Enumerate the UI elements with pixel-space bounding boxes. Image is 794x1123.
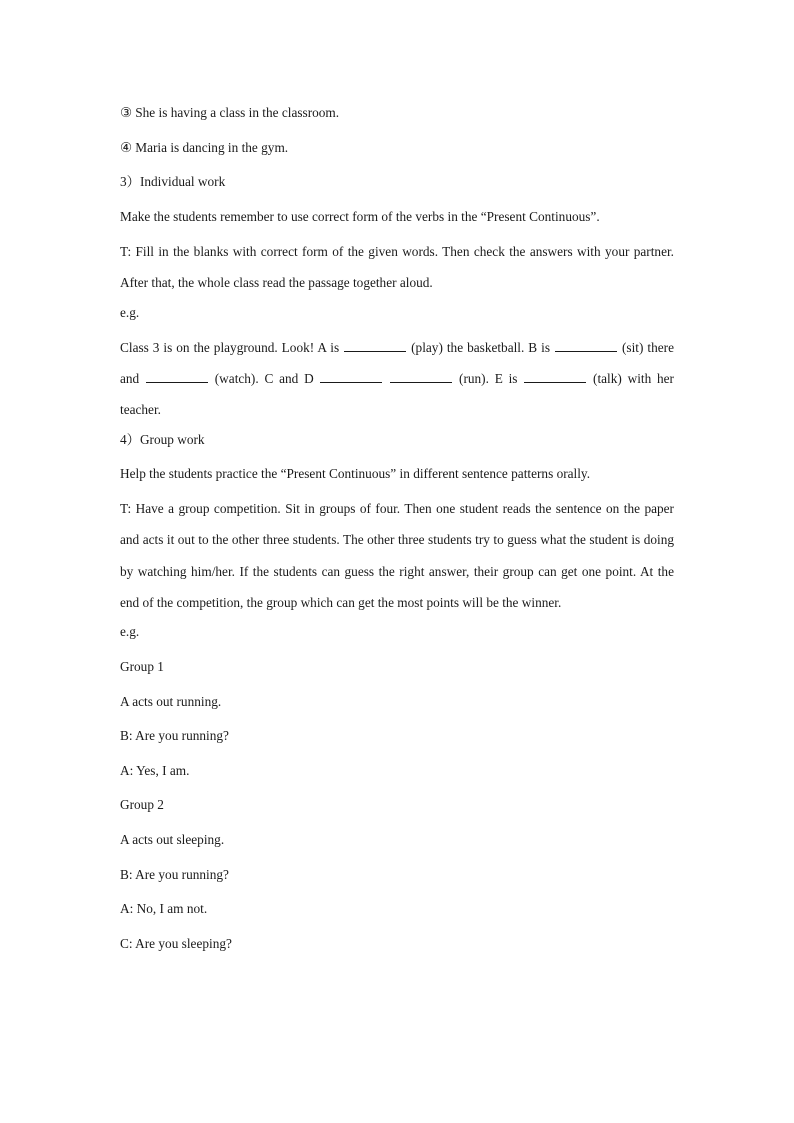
exercise-text: (watch). C and D bbox=[208, 370, 320, 386]
section-heading-group-work: 4）Group work bbox=[120, 431, 205, 447]
dialogue-line: A: No, I am not. bbox=[120, 901, 208, 917]
exercise-text: (play) the basketball. B is bbox=[407, 339, 555, 355]
group-1-title: Group 1 bbox=[120, 658, 164, 674]
dialogue-line: B: Are you running? bbox=[120, 866, 229, 882]
exercise-text: (run). E is bbox=[453, 370, 524, 386]
individual-work-aim: Make the students remember to use correct form of the verbs in the “Present Continuous”. bbox=[120, 208, 600, 224]
section-heading-individual-work: 3）Individual work bbox=[120, 174, 226, 190]
individual-work-instruction: T: Fill in the blanks with correct form of the given words. Then check the answers with your partner. After that, the whole class read the passage together aloud. bbox=[120, 243, 674, 290]
group-work-instruction: T: Have a group competition. Sit in groups of four. Then one student reads the sentence on the paper and acts it out to the other three students. The other three students try to guess what the student is doing by watching him/her. If the students can guess the right answer, their group can get one point. At the end of the competition, the group which can get the most points will be the winner. bbox=[120, 501, 674, 610]
dialogue-line: B: Are you running? bbox=[120, 728, 229, 744]
list-item-3: ③ She is having a class in the classroom. bbox=[120, 105, 340, 120]
answer-blank bbox=[524, 370, 586, 383]
exercise-text: (sit) there and bbox=[120, 339, 674, 386]
group-work-aim: Help the students practice the “Present Continuous” in different sentence patterns orally. bbox=[120, 466, 591, 482]
answer-blank bbox=[146, 370, 208, 383]
answer-blank bbox=[390, 370, 452, 383]
answer-blank bbox=[344, 339, 406, 352]
dialogue-line: A acts out running. bbox=[120, 693, 222, 709]
eg-label: e.g. bbox=[120, 304, 140, 320]
answer-blank bbox=[555, 339, 617, 352]
page-content bbox=[120, 102, 674, 967]
fill-in-exercise bbox=[120, 332, 674, 426]
dialogue-line: A: Yes, I am. bbox=[120, 762, 190, 778]
exercise-text: Class 3 is on the playground. Look! A is bbox=[120, 339, 344, 355]
answer-blank bbox=[320, 370, 382, 383]
eg-label: e.g. bbox=[120, 624, 140, 640]
group-2-title: Group 2 bbox=[120, 797, 164, 813]
exercise-text: (talk) with her teacher. bbox=[120, 370, 674, 417]
list-item-4: ④ Maria is dancing in the gym. bbox=[120, 139, 289, 155]
dialogue-line: C: Are you sleeping? bbox=[120, 935, 232, 951]
dialogue-line: A acts out sleeping. bbox=[120, 831, 225, 847]
